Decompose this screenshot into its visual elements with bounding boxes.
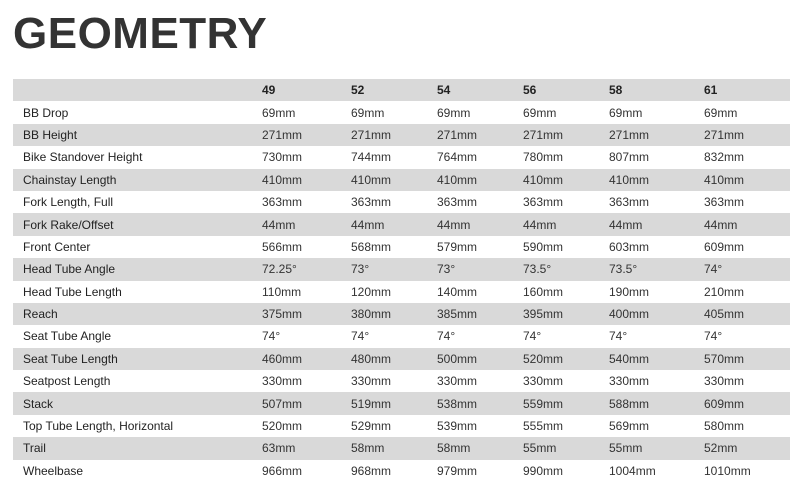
row-label: Head Tube Angle bbox=[23, 262, 116, 277]
table-cell: 520mm bbox=[262, 419, 303, 434]
table-cell: 210mm bbox=[704, 284, 745, 299]
row-label: Wheelbase bbox=[23, 463, 84, 478]
size-header-58: 58 bbox=[609, 83, 623, 98]
table-cell: 44mm bbox=[437, 217, 471, 232]
table-body bbox=[13, 101, 790, 482]
table-cell: 271mm bbox=[437, 127, 478, 142]
table-cell: 570mm bbox=[704, 351, 745, 366]
table-cell: 968mm bbox=[351, 463, 392, 478]
table-row bbox=[13, 236, 790, 258]
table-cell: 380mm bbox=[351, 307, 392, 322]
table-cell: 588mm bbox=[609, 396, 650, 411]
table-cell: 363mm bbox=[262, 195, 303, 210]
row-label: Seat Tube Angle bbox=[23, 329, 112, 344]
table-cell: 579mm bbox=[437, 239, 478, 254]
table-cell: 74° bbox=[523, 329, 542, 344]
table-cell: 979mm bbox=[437, 463, 478, 478]
table-row bbox=[13, 191, 790, 213]
table-cell: 1004mm bbox=[609, 463, 656, 478]
table-cell: 410mm bbox=[262, 172, 303, 187]
table-cell: 271mm bbox=[523, 127, 564, 142]
table-row bbox=[13, 392, 790, 414]
row-label: BB Drop bbox=[23, 105, 69, 120]
table-cell: 330mm bbox=[609, 374, 650, 389]
table-cell: 74° bbox=[262, 329, 281, 344]
table-cell: 363mm bbox=[704, 195, 745, 210]
size-header-52: 52 bbox=[351, 83, 365, 98]
table-cell: 807mm bbox=[609, 150, 650, 165]
table-cell: 74° bbox=[704, 262, 723, 277]
table-cell: 330mm bbox=[523, 374, 564, 389]
table-cell: 271mm bbox=[351, 127, 392, 142]
table-cell: 480mm bbox=[351, 351, 392, 366]
row-label: Fork Rake/Offset bbox=[23, 217, 114, 232]
table-cell: 160mm bbox=[523, 284, 564, 299]
table-cell: 363mm bbox=[437, 195, 478, 210]
table-cell: 330mm bbox=[704, 374, 745, 389]
table-cell: 410mm bbox=[437, 172, 478, 187]
table-cell: 74° bbox=[437, 329, 456, 344]
table-row bbox=[13, 169, 790, 191]
table-cell: 395mm bbox=[523, 307, 564, 322]
table-cell: 74° bbox=[704, 329, 723, 344]
table-cell: 764mm bbox=[437, 150, 478, 165]
table-cell: 580mm bbox=[704, 419, 745, 434]
table-cell: 44mm bbox=[262, 217, 296, 232]
table-cell: 375mm bbox=[262, 307, 303, 322]
row-label: Chainstay Length bbox=[23, 172, 117, 187]
table-row bbox=[13, 303, 790, 325]
table-row bbox=[13, 325, 790, 347]
table-cell: 410mm bbox=[351, 172, 392, 187]
table-cell: 590mm bbox=[523, 239, 564, 254]
geometry-table bbox=[13, 79, 790, 482]
table-row bbox=[13, 281, 790, 303]
table-cell: 603mm bbox=[609, 239, 650, 254]
table-cell: 566mm bbox=[262, 239, 303, 254]
table-row bbox=[13, 124, 790, 146]
table-row bbox=[13, 213, 790, 235]
table-row bbox=[13, 460, 790, 482]
table-cell: 538mm bbox=[437, 396, 478, 411]
row-label: Trail bbox=[23, 441, 46, 456]
table-cell: 44mm bbox=[609, 217, 643, 232]
table-cell: 780mm bbox=[523, 150, 564, 165]
row-label: Front Center bbox=[23, 239, 91, 254]
table-cell: 363mm bbox=[523, 195, 564, 210]
table-cell: 363mm bbox=[351, 195, 392, 210]
table-cell: 120mm bbox=[351, 284, 392, 299]
table-cell: 410mm bbox=[523, 172, 564, 187]
table-cell: 507mm bbox=[262, 396, 303, 411]
table-cell: 69mm bbox=[351, 105, 385, 120]
table-cell: 559mm bbox=[523, 396, 564, 411]
table-cell: 73.5° bbox=[609, 262, 638, 277]
row-label: Head Tube Length bbox=[23, 284, 122, 299]
table-cell: 385mm bbox=[437, 307, 478, 322]
header-corner bbox=[13, 79, 261, 101]
table-row bbox=[13, 437, 790, 459]
table-cell: 140mm bbox=[437, 284, 478, 299]
table-cell: 69mm bbox=[262, 105, 296, 120]
table-cell: 52mm bbox=[704, 441, 738, 456]
row-label: Top Tube Length, Horizontal bbox=[23, 419, 174, 434]
table-cell: 519mm bbox=[351, 396, 392, 411]
table-cell: 271mm bbox=[262, 127, 303, 142]
table-cell: 55mm bbox=[523, 441, 557, 456]
table-cell: 44mm bbox=[351, 217, 385, 232]
table-cell: 69mm bbox=[437, 105, 471, 120]
table-cell: 330mm bbox=[351, 374, 392, 389]
table-cell: 69mm bbox=[523, 105, 557, 120]
table-cell: 63mm bbox=[262, 441, 296, 456]
table-cell: 73° bbox=[437, 262, 456, 277]
table-row bbox=[13, 146, 790, 168]
table-cell: 190mm bbox=[609, 284, 650, 299]
table-cell: 74° bbox=[351, 329, 370, 344]
table-cell: 55mm bbox=[609, 441, 643, 456]
table-cell: 410mm bbox=[704, 172, 745, 187]
table-cell: 72.25° bbox=[262, 262, 297, 277]
row-label: Fork Length, Full bbox=[23, 195, 114, 210]
table-cell: 539mm bbox=[437, 419, 478, 434]
table-cell: 609mm bbox=[704, 239, 745, 254]
table-row bbox=[13, 415, 790, 437]
table-cell: 44mm bbox=[704, 217, 738, 232]
table-cell: 44mm bbox=[523, 217, 557, 232]
table-cell: 730mm bbox=[262, 150, 303, 165]
row-label: Stack bbox=[23, 396, 54, 411]
table-cell: 271mm bbox=[704, 127, 745, 142]
table-cell: 405mm bbox=[704, 307, 745, 322]
table-cell: 966mm bbox=[262, 463, 303, 478]
row-label: Seatpost Length bbox=[23, 374, 111, 389]
table-header-row bbox=[13, 79, 790, 101]
table-cell: 110mm bbox=[262, 284, 302, 299]
table-cell: 330mm bbox=[262, 374, 303, 389]
size-header-54: 54 bbox=[437, 83, 451, 98]
table-row bbox=[13, 348, 790, 370]
size-header-49: 49 bbox=[262, 83, 276, 98]
table-cell: 500mm bbox=[437, 351, 478, 366]
table-cell: 540mm bbox=[609, 351, 650, 366]
table-row bbox=[13, 370, 790, 392]
table-cell: 832mm bbox=[704, 150, 745, 165]
table-cell: 69mm bbox=[609, 105, 643, 120]
table-row bbox=[13, 101, 790, 123]
size-header-61: 61 bbox=[704, 83, 718, 98]
table-cell: 271mm bbox=[609, 127, 650, 142]
table-cell: 555mm bbox=[523, 419, 564, 434]
page-title: GEOMETRY bbox=[13, 9, 268, 58]
size-header-56: 56 bbox=[523, 83, 537, 98]
table-cell: 990mm bbox=[523, 463, 564, 478]
table-cell: 69mm bbox=[704, 105, 738, 120]
table-cell: 73.5° bbox=[523, 262, 552, 277]
table-cell: 609mm bbox=[704, 396, 745, 411]
row-label: Seat Tube Length bbox=[23, 351, 118, 366]
table-cell: 529mm bbox=[351, 419, 392, 434]
table-cell: 460mm bbox=[262, 351, 303, 366]
table-cell: 58mm bbox=[351, 441, 385, 456]
row-label: BB Height bbox=[23, 127, 78, 142]
row-label: Bike Standover Height bbox=[23, 150, 143, 165]
table-cell: 58mm bbox=[437, 441, 471, 456]
table-cell: 569mm bbox=[609, 419, 650, 434]
table-cell: 363mm bbox=[609, 195, 650, 210]
table-cell: 1010mm bbox=[704, 463, 751, 478]
table-cell: 410mm bbox=[609, 172, 650, 187]
table-cell: 400mm bbox=[609, 307, 650, 322]
table-cell: 744mm bbox=[351, 150, 392, 165]
row-label: Reach bbox=[23, 307, 58, 322]
table-cell: 330mm bbox=[437, 374, 478, 389]
table-row bbox=[13, 258, 790, 280]
table-cell: 74° bbox=[609, 329, 628, 344]
table-cell: 520mm bbox=[523, 351, 564, 366]
table-cell: 568mm bbox=[351, 239, 392, 254]
table-cell: 73° bbox=[351, 262, 370, 277]
